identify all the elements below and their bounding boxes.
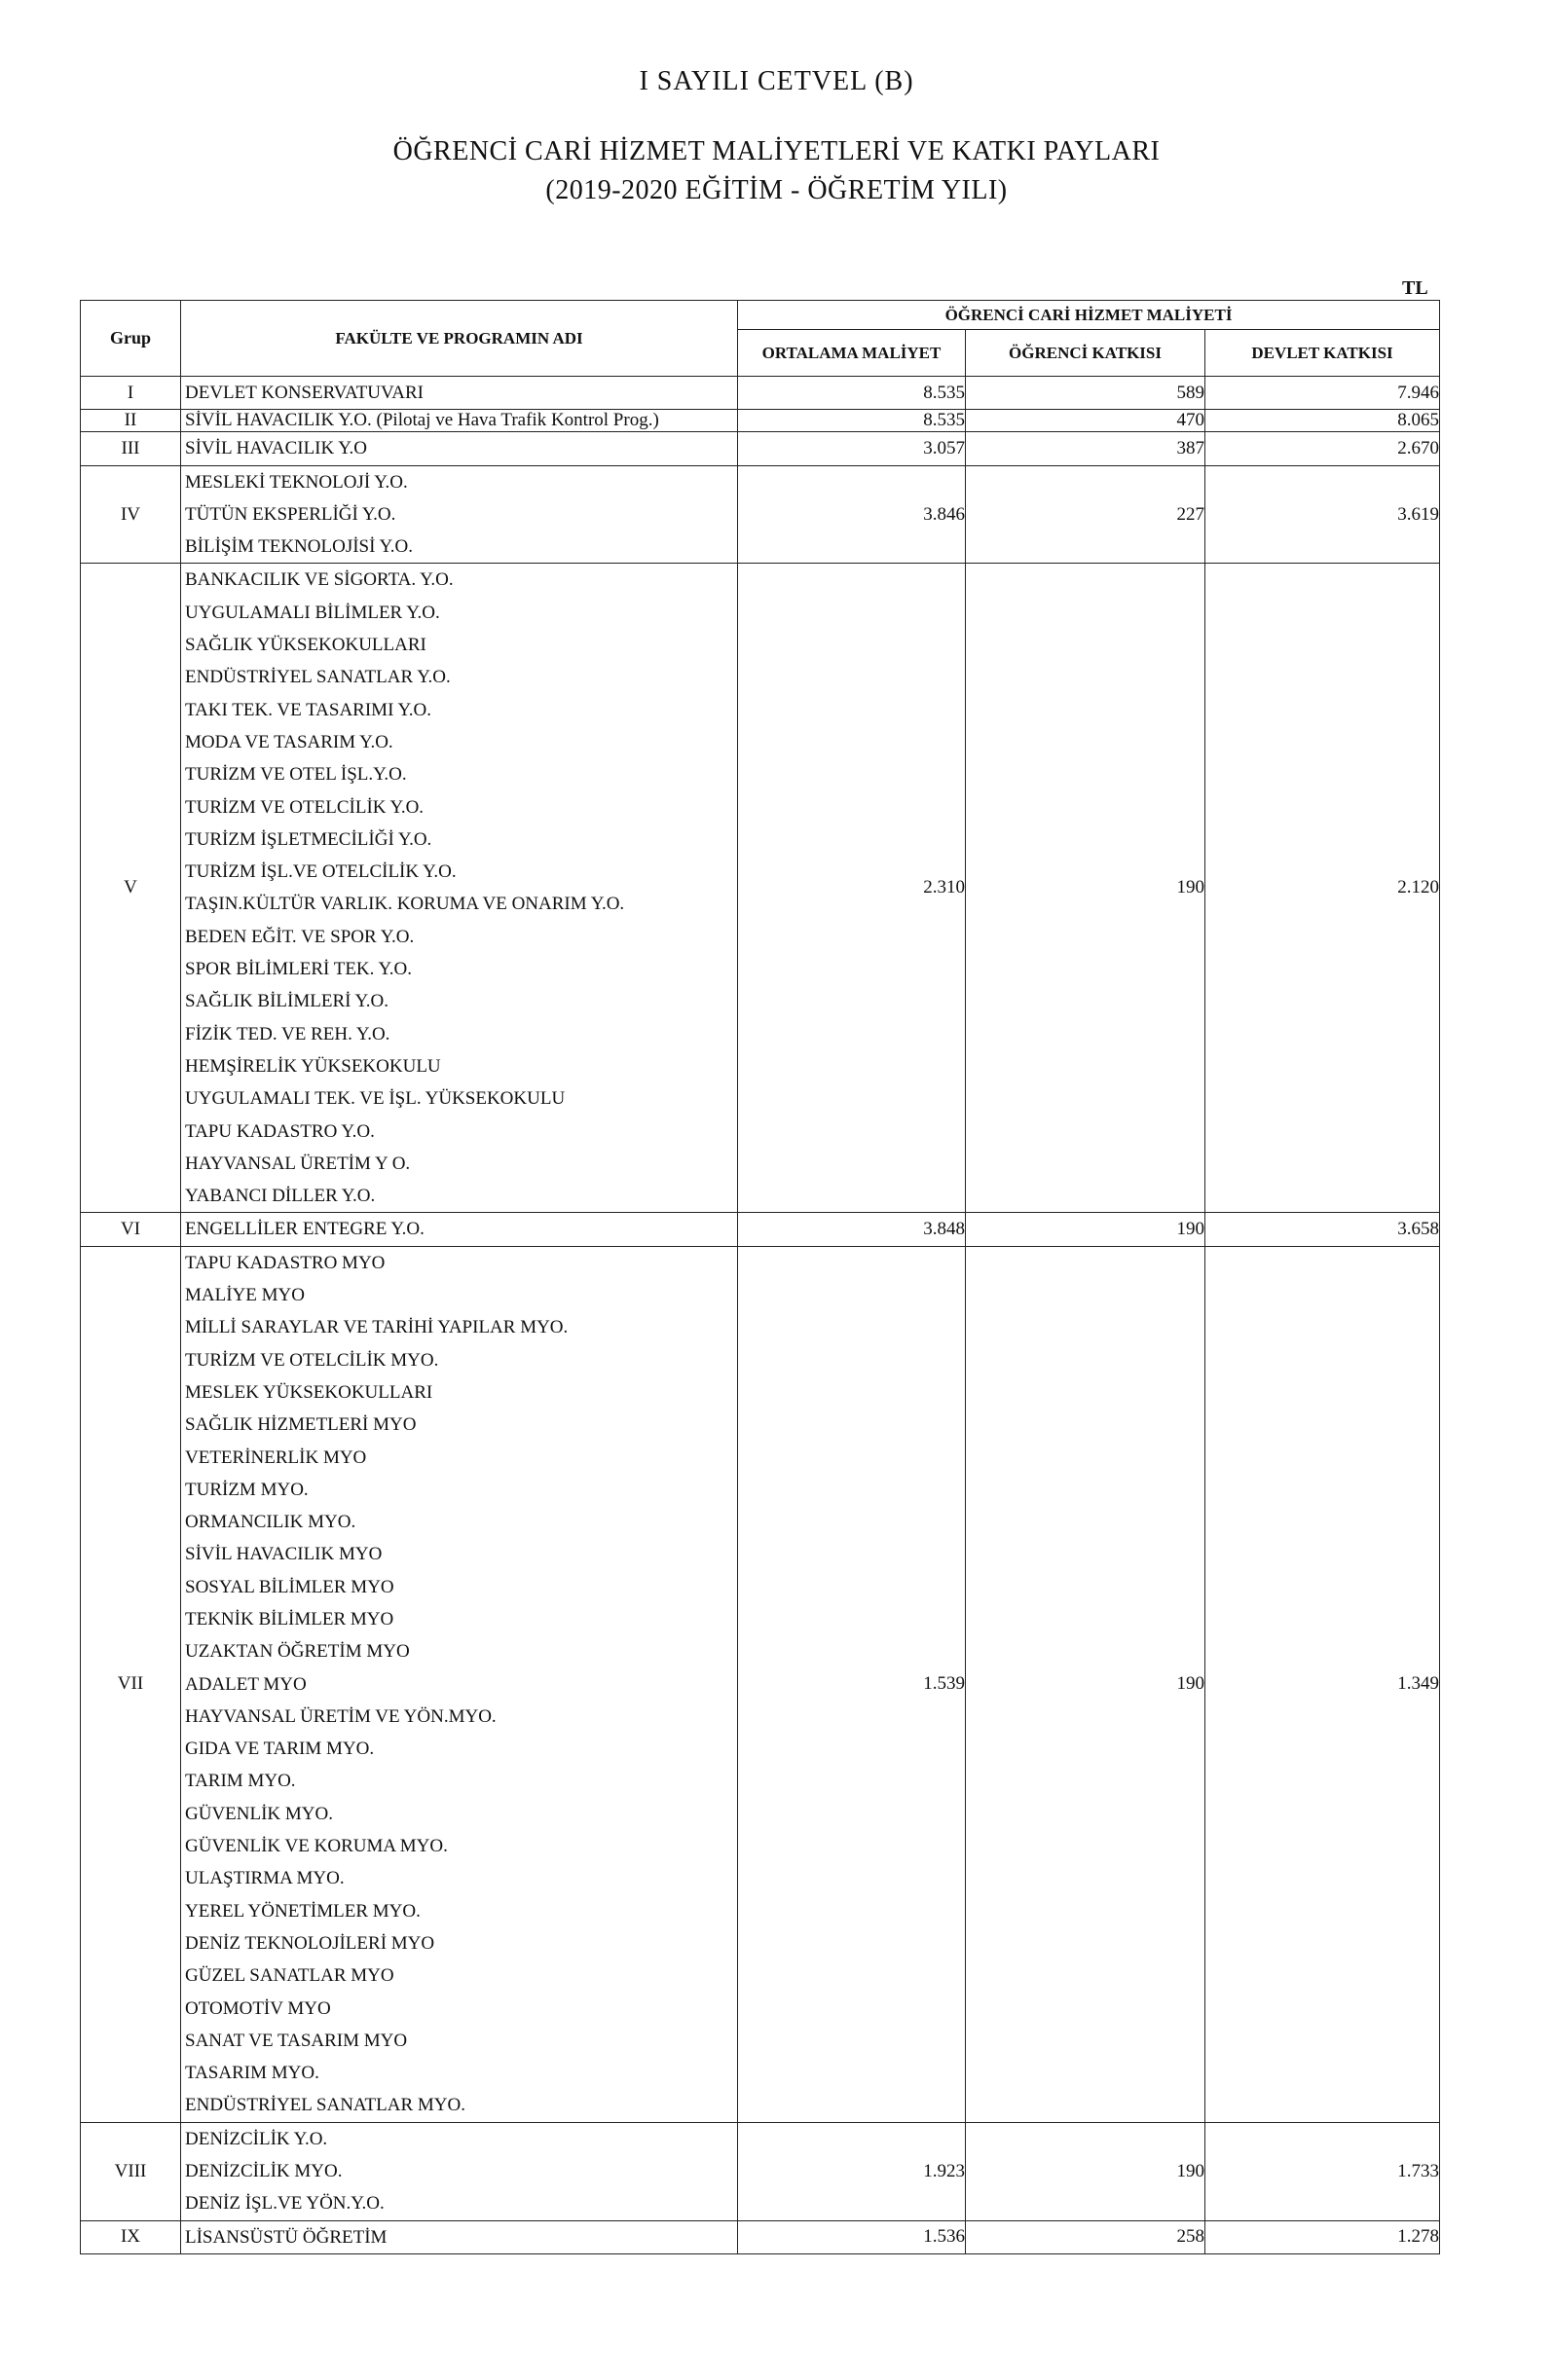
- program-name: TURİZM MYO.: [185, 1479, 309, 1500]
- program-name: SANAT VE TASARIM MYO: [185, 2030, 408, 2051]
- program-list: [181, 432, 738, 465]
- devlet-value: 3.619: [1205, 465, 1440, 564]
- table-row: [81, 410, 1440, 432]
- table-row: [81, 1246, 1440, 2122]
- ogrenci-value: 227: [966, 465, 1205, 564]
- program-name: GÜVENLİK MYO.: [185, 1803, 333, 1824]
- devlet-value: 2.670: [1205, 432, 1440, 465]
- devlet-value: 2.120: [1205, 564, 1440, 1213]
- ogrenci-value: 190: [966, 1213, 1205, 1246]
- program-name: TASARIM MYO.: [185, 2063, 319, 2084]
- program-name: DEVLET KONSERVATUVARI: [185, 383, 424, 403]
- header-cost-group: ÖĞRENCİ CARİ HİZMET MALİYETİ: [738, 301, 1440, 330]
- program-name: GÜZEL SANATLAR MYO: [185, 1965, 394, 1987]
- program-name: GÜVENLİK VE KORUMA MYO.: [185, 1836, 448, 1857]
- group-cell: IX: [81, 2220, 181, 2253]
- program-name: UZAKTAN ÖĞRETİM MYO: [185, 1641, 410, 1663]
- program-name: FİZİK TED. VE REH. Y.O.: [185, 1023, 390, 1044]
- program-name: BANKACILIK VE SİGORTA. Y.O.: [185, 569, 454, 591]
- group-cell: V: [81, 564, 181, 1213]
- table-header: [81, 301, 1440, 377]
- program-list: [181, 1213, 738, 1246]
- devlet-value: 3.658: [1205, 1213, 1440, 1246]
- program-name: TARIM MYO.: [185, 1771, 296, 1792]
- program-name: ADALET MYO: [185, 1673, 307, 1695]
- ogrenci-value: 589: [966, 377, 1205, 410]
- ogrenci-value: 190: [966, 564, 1205, 1213]
- devlet-value: 1.733: [1205, 2122, 1440, 2220]
- devlet-value: 7.946: [1205, 377, 1440, 410]
- ogrenci-value: 258: [966, 2220, 1205, 2253]
- program-name: TÜTÜN EKSPERLİĞİ Y.O.: [185, 503, 396, 525]
- program-list: [181, 465, 738, 564]
- program-name: HAYVANSAL ÜRETİM Y O.: [185, 1153, 411, 1174]
- ogrenci-value: 470: [966, 410, 1205, 432]
- table-row: [81, 432, 1440, 465]
- group-cell: II: [81, 410, 181, 432]
- table-row: [81, 2220, 1440, 2253]
- program-name: MESLEKİ TEKNOLOJİ Y.O.: [185, 471, 408, 493]
- program-name: TAŞIN.KÜLTÜR VARLIK. KORUMA VE ONARIM Y.O.: [185, 894, 625, 915]
- program-name: VETERİNERLİK MYO: [185, 1446, 367, 1468]
- program-name: ENDÜSTRİYEL SANATLAR MYO.: [185, 2095, 465, 2116]
- program-name: DENİZCİLİK MYO.: [185, 2161, 343, 2182]
- table-row: [81, 2122, 1440, 2220]
- program-name: BEDEN EĞİT. VE SPOR Y.O.: [185, 926, 415, 947]
- ortalama-value: 2.310: [738, 564, 966, 1213]
- group-cell: VII: [81, 1246, 181, 2122]
- devlet-value: 1.349: [1205, 1246, 1440, 2122]
- ortalama-value: 3.848: [738, 1213, 966, 1246]
- program-name: TURİZM İŞL.VE OTELCİLİK Y.O.: [185, 861, 457, 883]
- program-name: UYGULAMALI BİLİMLER Y.O.: [185, 602, 440, 623]
- program-name: SİVİL HAVACILIK MYO: [185, 1544, 383, 1565]
- program-name: DENİZCİLİK Y.O.: [185, 2128, 328, 2149]
- program-name: SOSYAL BİLİMLER MYO: [185, 1576, 394, 1597]
- program-name: MESLEK YÜKSEKOKULLARI: [185, 1381, 433, 1403]
- program-list: [181, 377, 738, 410]
- header-fakulte: FAKÜLTE VE PROGRAMIN ADI: [181, 301, 738, 377]
- program-name: MODA VE TASARIM Y.O.: [185, 731, 393, 752]
- program-name: OTOMOTİV MYO: [185, 1997, 331, 2019]
- program-name: YEREL YÖNETİMLER MYO.: [185, 1900, 421, 1922]
- program-name: ULAŞTIRMA MYO.: [185, 1868, 345, 1889]
- program-name: TAPU KADASTRO MYO: [185, 1252, 386, 1273]
- program-name: UYGULAMALI TEK. VE İŞL. YÜKSEKOKULU: [185, 1088, 566, 1110]
- program-name: HEMŞİRELİK YÜKSEKOKULU: [185, 1055, 441, 1077]
- document-subtitle: ÖĞRENCİ CARİ HİZMET MALİYETLERİ VE KATKI PAYLARI: [392, 136, 1161, 166]
- header-ortalama: ORTALAMA MALİYET: [738, 330, 966, 377]
- program-name: TURİZM VE OTELCİLİK Y.O.: [185, 796, 425, 818]
- program-name: ENDÜSTRİYEL SANATLAR Y.O.: [185, 667, 451, 688]
- program-list: [181, 410, 738, 432]
- ortalama-value: 8.535: [738, 377, 966, 410]
- program-name: MİLLİ SARAYLAR VE TARİHİ YAPILAR MYO.: [185, 1317, 569, 1338]
- program-name: SAĞLIK BİLİMLERİ Y.O.: [185, 991, 388, 1012]
- program-name: TAPU KADASTRO Y.O.: [185, 1120, 375, 1142]
- program-list: [181, 2220, 738, 2253]
- ogrenci-value: 190: [966, 1246, 1205, 2122]
- cost-table: [80, 300, 1440, 2254]
- currency-unit: TL: [1402, 277, 1428, 299]
- program-name: ENGELLİLER ENTEGRE Y.O.: [185, 1219, 425, 1240]
- ogrenci-value: 387: [966, 432, 1205, 465]
- group-cell: I: [81, 377, 181, 410]
- academic-year: (2019-2020 EĞİTİM - ÖĞRETİM YILI): [545, 175, 1008, 205]
- group-cell: III: [81, 432, 181, 465]
- ortalama-value: 1.536: [738, 2220, 966, 2253]
- table-row: [81, 377, 1440, 410]
- program-name: SİVİL HAVACILIK Y.O: [185, 438, 368, 459]
- header-grup: Grup: [81, 301, 181, 377]
- ortalama-value: 3.057: [738, 432, 966, 465]
- program-name: DENİZ TEKNOLOJİLERİ MYO: [185, 1932, 435, 1954]
- program-name: SAĞLIK HİZMETLERİ MYO: [185, 1414, 417, 1436]
- program-name: SPOR BİLİMLERİ TEK. Y.O.: [185, 959, 412, 980]
- program-list: [181, 1246, 738, 2122]
- document-title: I SAYILI CETVEL (B): [639, 66, 914, 96]
- group-cell: VIII: [81, 2122, 181, 2220]
- program-name: TAKI TEK. VE TASARIMI Y.O.: [185, 699, 431, 720]
- ortalama-value: 1.539: [738, 1246, 966, 2122]
- group-cell: IV: [81, 465, 181, 564]
- program-list: [181, 2122, 738, 2220]
- program-name: SAĞLIK YÜKSEKOKULLARI: [185, 635, 426, 656]
- program-name: MALİYE MYO: [185, 1285, 305, 1306]
- program-name: ORMANCILIK MYO.: [185, 1512, 356, 1533]
- program-name: HAYVANSAL ÜRETİM VE YÖN.MYO.: [185, 1705, 497, 1727]
- program-list: [181, 564, 738, 1213]
- ortalama-value: 3.846: [738, 465, 966, 564]
- program-name: TURİZM VE OTEL İŞL.Y.O.: [185, 764, 407, 786]
- table-body: [81, 377, 1440, 2254]
- program-name: TEKNİK BİLİMLER MYO: [185, 1608, 394, 1629]
- ogrenci-value: 190: [966, 2122, 1205, 2220]
- table-row: [81, 564, 1440, 1213]
- program-name: BİLİŞİM TEKNOLOJİSİ Y.O.: [185, 536, 413, 558]
- program-name: YABANCI DİLLER Y.O.: [185, 1186, 376, 1207]
- group-cell: VI: [81, 1213, 181, 1246]
- program-name: GIDA VE TARIM MYO.: [185, 1739, 375, 1760]
- header-devlet: DEVLET KATKISI: [1205, 330, 1440, 377]
- devlet-value: 8.065: [1205, 410, 1440, 432]
- program-name: LİSANSÜSTÜ ÖĞRETİM: [185, 2226, 388, 2248]
- program-name: DENİZ İŞL.VE YÖN.Y.O.: [185, 2193, 385, 2215]
- header-ogrenci: ÖĞRENCİ KATKISI: [966, 330, 1205, 377]
- devlet-value: 1.278: [1205, 2220, 1440, 2253]
- table-row: [81, 465, 1440, 564]
- program-name: SİVİL HAVACILIK Y.O. (Pilotaj ve Hava Trafik Kontrol Prog.): [185, 411, 659, 431]
- program-name: TURİZM VE OTELCİLİK MYO.: [185, 1349, 439, 1371]
- ortalama-value: 8.535: [738, 410, 966, 432]
- program-name: TURİZM İŞLETMECİLİĞİ Y.O.: [185, 828, 432, 850]
- table-row: [81, 1213, 1440, 1246]
- ortalama-value: 1.923: [738, 2122, 966, 2220]
